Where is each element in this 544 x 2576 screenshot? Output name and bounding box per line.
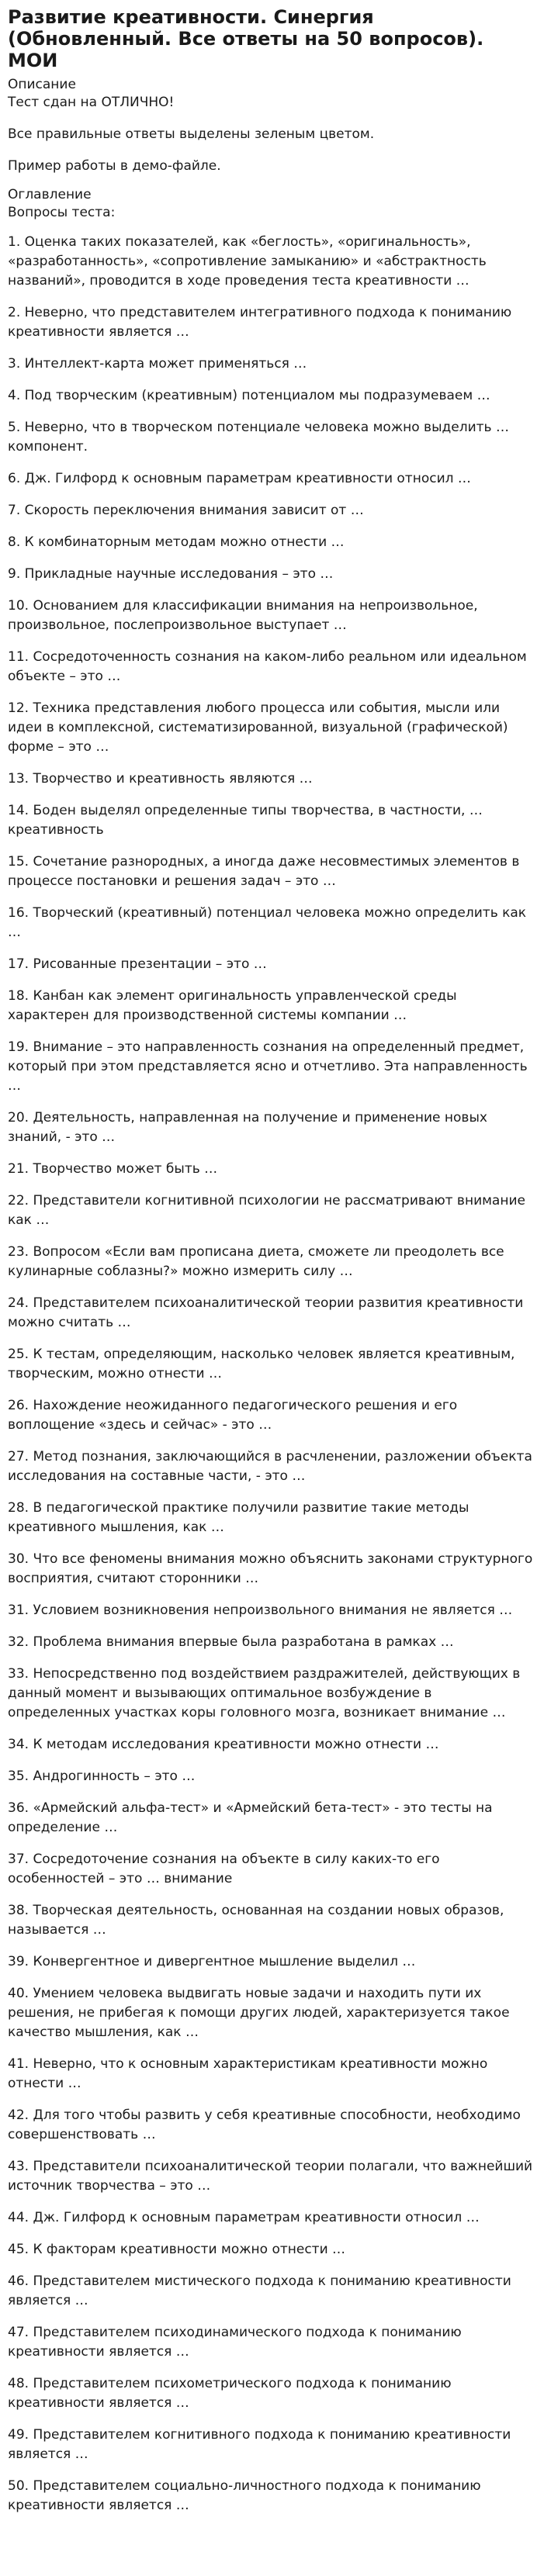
question-item: 39. Конвергентное и дивергентное мышление выделил … [8, 1954, 416, 1969]
document-title: Развитие креативности. Синергия (Обновленный. Все ответы на 50 вопросов). МОИ [8, 6, 484, 71]
question-item: 7. Скорость переключения внимания зависит от … [8, 503, 364, 518]
question-item: 37. Сосредоточение сознания на объекте в силу каких-то его особенностей – это … внимание [8, 1852, 440, 1886]
question-item: 36. «Армейский альфа-тест» и «Армейский бета-тест» - это тесты на определение … [8, 1800, 493, 1835]
question-item: 2. Неверно, что представителем интегративного подхода к пониманию креативности является … [8, 305, 512, 340]
question-item: 38. Творческая деятельность, основанная на создании новых образов, называется … [8, 1903, 504, 1938]
question-item: 43. Представители психоаналитической теории полагали, что важнейший источник творчества – это … [8, 2159, 533, 2194]
question-item: 6. Дж. Гилфорд к основным параметрам креативности относил … [8, 471, 471, 486]
demo-note: Пример работы в демо-файле. [8, 158, 221, 174]
question-item: 34. К методам исследования креативности можно отнести … [8, 1737, 439, 1752]
question-item: 16. Творческий (креативный) потенциал человека можно определить как … [8, 905, 527, 940]
question-item: 23. Вопросом «Если вам прописана диета, сможете ли преодолеть все кулинарные соблазны?» можно измерить силу … [8, 1244, 504, 1279]
question-item: 49. Представителем когнитивного подхода к пониманию креативности является … [8, 2427, 511, 2462]
question-item: 12. Техника представления любого процесса или события, мысли или идеи в комплексной, систематизированной, визуальной (графической) форме – это … [8, 700, 508, 755]
question-item: 20. Деятельность, направленная на получение и применение новых знаний, - это … [8, 1110, 487, 1145]
question-item: 1. Оценка таких показателей, как «беглость», «оригинальность», «разработанность», «сопротивление замыканию» и «абстрактность названий», проводится в ходе проведения теста креативности … [8, 234, 487, 289]
description-label: Описание [8, 77, 76, 92]
question-item: 5. Неверно, что в творческом потенциале человека можно выделить … компонент. [8, 420, 509, 455]
question-item: 25. К тестам, определяющим, насколько человек является креативным, творческим, можно отнести … [8, 1347, 515, 1381]
question-item: 15. Сочетание разнородных, а иногда даже несовместимых элементов в процессе постановки и решения задач – это … [8, 854, 520, 889]
question-item: 3. Интеллект-карта может применяться … [8, 356, 307, 372]
question-item: 22. Представители когнитивной психологии не рассматривают внимание как … [8, 1193, 525, 1228]
question-item: 26. Нахождение неожиданного педагогического решения и его воплощение «здесь и сейчас» - это … [8, 1398, 458, 1433]
question-item: 4. Под творческим (креативным) потенциалом мы подразумеваем … [8, 388, 490, 403]
question-item: 14. Боден выделял определенные типы творчества, в частности, … креативность [8, 803, 483, 838]
question-item: 8. К комбинаторным методам можно отнести … [8, 534, 345, 550]
question-item: 27. Метод познания, заключающийся в расчленении, разложении объекта исследования на составные части, - это … [8, 1449, 532, 1484]
question-item: 18. Канбан как элемент оригинальность управленческой среды характерен для производственной системы компании … [8, 988, 457, 1023]
passed-text: Тест сдан на ОТЛИЧНО! [8, 95, 175, 110]
question-item: 10. Основанием для классификации внимания на непроизвольное, произвольное, послепроизвольное выступает … [8, 598, 478, 633]
question-item: 50. Представителем социально-личностного подхода к пониманию креативности является … [8, 2478, 481, 2513]
question-item: 33. Непосредственно под воздействием раздражителей, действующих в данный момент и вызывающих оптимальное возбуждение в определенных участках коры головного мозга, возникает внимание … [8, 1666, 521, 1720]
question-item: 32. Проблема внимания впервые была разработана в рамках … [8, 1634, 454, 1650]
question-item: 45. К факторам креативности можно отнести … [8, 2242, 346, 2257]
question-item: 47. Представителем психодинамического подхода к пониманию креативности является … [8, 2325, 462, 2360]
question-item: 35. Андрогинность – это … [8, 1769, 196, 1784]
question-item: 21. Творчество может быть … [8, 1161, 218, 1177]
question-item: 11. Сосредоточенность сознания на каком-либо реальном или идеальном объекте – это … [8, 649, 527, 684]
question-item: 31. Условием возникновения непроизвольного внимания не является … [8, 1603, 513, 1618]
question-item: 30. Что все феномены внимания можно объяснить законами структурного восприятия, считают сторонники … [8, 1551, 533, 1586]
questions-label: Вопросы теста: [8, 205, 116, 220]
questions-list [8, 233, 536, 2515]
question-item: 9. Прикладные научные исследования – это … [8, 566, 334, 582]
question-item: 13. Творчество и креативность являются … [8, 771, 313, 787]
toc-label: Оглавление [8, 187, 92, 202]
question-item: 17. Рисованные презентации – это … [8, 956, 267, 972]
question-item: 41. Неверно, что к основным характеристикам креативности можно отнести … [8, 2056, 488, 2091]
question-item: 46. Представителем мистического подхода к пониманию креативности является … [8, 2273, 511, 2308]
question-item: 44. Дж. Гилфорд к основным параметрам креативности относил … [8, 2210, 480, 2225]
question-item: 42. Для того чтобы развить у себя креативные способности, необходимо совершенствовать … [8, 2107, 521, 2142]
question-item: 28. В педагогической практике получили развитие такие методы креативного мышления, как … [8, 1500, 470, 1535]
question-item: 40. Умением человека выдвигать новые задачи и находить пути их решения, не прибегая к помощи других людей, характеризуется такое качество мышления, как … [8, 1986, 510, 2040]
question-item: 19. Внимание – это направленность сознания на определенный предмет, который при этом представляется ясно и отчетливо. Эта направленность … [8, 1039, 528, 1094]
answers-note: Все правильные ответы выделены зеленым цветом. [8, 126, 375, 142]
question-item: 48. Представителем психометрического подхода к пониманию креативности является … [8, 2376, 452, 2411]
question-item: 24. Представителем психоаналитической теории развития креативности можно считать … [8, 1295, 524, 1330]
